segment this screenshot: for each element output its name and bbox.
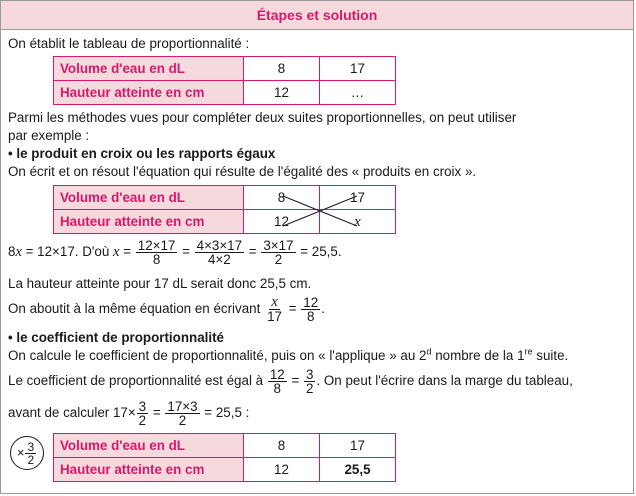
- fraction: $\frac{3}{2}$: [306, 366, 314, 396]
- table-cell-answer: 25,5: [320, 458, 396, 482]
- equation-line: 8x = 12×17. D'où x = $\frac{12\times 17}{8}$ = $\frac{4\times 3\times 17}{4\times 2}$ = $\frac{3\times 17}{2}$ = 25,5.: [8, 237, 342, 267]
- table-row: [54, 81, 396, 105]
- coefficient-line: Le coefficient de proportionnalité est égal à $\frac{12}{8}$ = $\frac{3}{2}$ . On peut l'écrire dans la marge du tableau,: [8, 366, 573, 396]
- times-sign: ×: [16, 445, 25, 460]
- equation-line-2: On aboutit à la même équation en écrivant $\frac{x}{17}$ = $\frac{12}{8}$ .: [8, 293, 325, 324]
- fraction: $\frac{x}{17}$: [267, 293, 282, 324]
- paragraph-line: par exemple :: [8, 128, 90, 143]
- table-cell: 8: [244, 186, 320, 210]
- variable-x: x: [15, 244, 22, 260]
- fraction: $\frac{3\times 17}{2}$: [263, 237, 294, 267]
- intro-text: On établit le tableau de proportionnalité :: [8, 36, 250, 51]
- row-label: Volume d'eau en dL: [54, 434, 244, 458]
- table-cell: 17: [320, 186, 396, 210]
- box-title: Étapes et solution: [256, 7, 378, 23]
- table-cell: x: [320, 210, 396, 234]
- result-line: La hauteur atteinte pour 17 dL serait donc 25,5 cm.: [8, 276, 312, 291]
- method-title-1: • le produit en croix ou les rapports égaux: [8, 146, 276, 161]
- fraction: $\frac{3}{2}$: [138, 398, 147, 428]
- multiplier-circle: [10, 436, 44, 470]
- row-label: Volume d'eau en dL: [54, 186, 244, 210]
- fraction: $\frac{12}{8}$: [303, 294, 319, 324]
- table-row: [54, 458, 396, 482]
- calculation-line: avant de calculer 17× $\frac{3}{2}$ = $\frac{17\times 3}{2}$ = 25,5 :: [8, 398, 250, 428]
- row-label: Volume d'eau en dL: [54, 57, 244, 81]
- method-title-2: • le coefficient de proportionnalité: [8, 330, 224, 345]
- fraction: $\frac{3}{2}$: [27, 439, 35, 467]
- table-cell: 17: [320, 57, 396, 81]
- method-text-2: On calcule le coefficient de proportionnalité, puis on « l'applique » au 2$^d$ nombre de la 1re suite.: [8, 346, 569, 363]
- fraction: $\frac{4\times 3\times 17}{4\times 2}$: [196, 237, 243, 267]
- row-label: Hauteur atteinte en cm: [54, 458, 244, 482]
- table-cell: 12: [244, 81, 320, 105]
- table-row: [54, 57, 396, 81]
- paragraph-line: Parmi les méthodes vues pour compléter deux suites proportionnelles, on peut utiliser: [8, 110, 517, 125]
- table-cell: 12: [244, 458, 320, 482]
- method-text-1: On écrit et on résout l'équation qui résulte de l'égalité des « produits en croix ».: [8, 164, 477, 179]
- proportion-table-3: [53, 433, 396, 482]
- fraction: $\frac{17\times 3}{2}$: [167, 398, 198, 428]
- row-label: Hauteur atteinte en cm: [54, 81, 244, 105]
- row-label: Hauteur atteinte en cm: [54, 210, 244, 234]
- box-header: [1, 1, 633, 30]
- table-cell: 8: [244, 434, 320, 458]
- fraction: $\frac{12\times 17}{8}$: [137, 237, 176, 267]
- fraction: $\frac{12}{8}$: [269, 366, 285, 396]
- table-cell: 12: [244, 210, 320, 234]
- proportion-table-1: [53, 56, 396, 105]
- table-row: [54, 434, 396, 458]
- table-cell: 8: [244, 57, 320, 81]
- table-cell: …: [320, 81, 396, 105]
- cross-product-icon: [275, 190, 365, 232]
- table-cell: 17: [320, 434, 396, 458]
- variable-x: x: [113, 244, 120, 260]
